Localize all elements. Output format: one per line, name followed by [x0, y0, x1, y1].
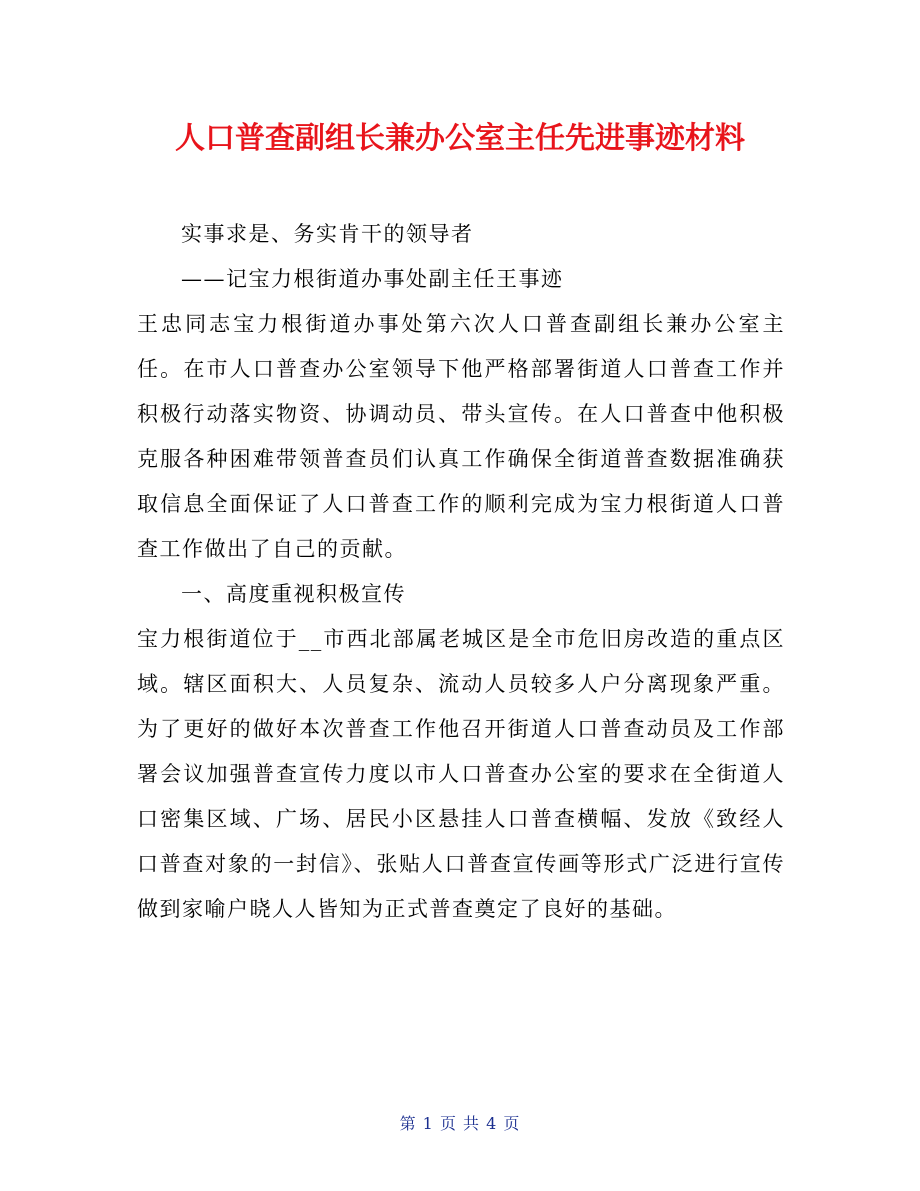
document-subtitle: 实事求是、务实肯干的领导者: [181, 222, 474, 246]
document-byline: ——记宝力根街道办事处副主任王事迹: [181, 267, 564, 291]
body-paragraph-1: 王忠同志宝力根街道办事处第六次人口普查副组长兼办公室主任。在市人口普查办公室领导下他严格部署街道人口普查工作并积极行动落实物资、协调动员、带头宣传。在人口普查中他积极克服各种困难带领普查员们认真工作确保全街道普查数据准确获取信息全面保证了人口普查工作的顺利完成为宝力根街道人口普查工作做出了自己的贡献。: [137, 312, 785, 561]
page-number-footer: 第 1 页 共 4 页: [399, 1114, 521, 1133]
section-heading-1: 一、高度重视积极宣传: [181, 582, 406, 606]
document-body: [137, 212, 785, 932]
document-title: 人口普查副组长兼办公室主任先进事迹材料: [175, 121, 745, 156]
body-paragraph-2: 宝力根街道位于__市西北部属老城区是全市危旧房改造的重点区域。辖区面积大、人员复杂、流动人员较多人户分离现象严重。为了更好的做好本次普查工作他召开街道人口普查动员及工作部署会议加强普查宣传力度以市人口普查办公室的要求在全街道人口密集区域、广场、居民小区悬挂人口普查横幅、发放《致经人口普查对象的一封信》、张贴人口普查宣传画等形式广泛进行宣传做到家喻户晓人人皆知为正式普查奠定了良好的基础。: [137, 627, 785, 921]
